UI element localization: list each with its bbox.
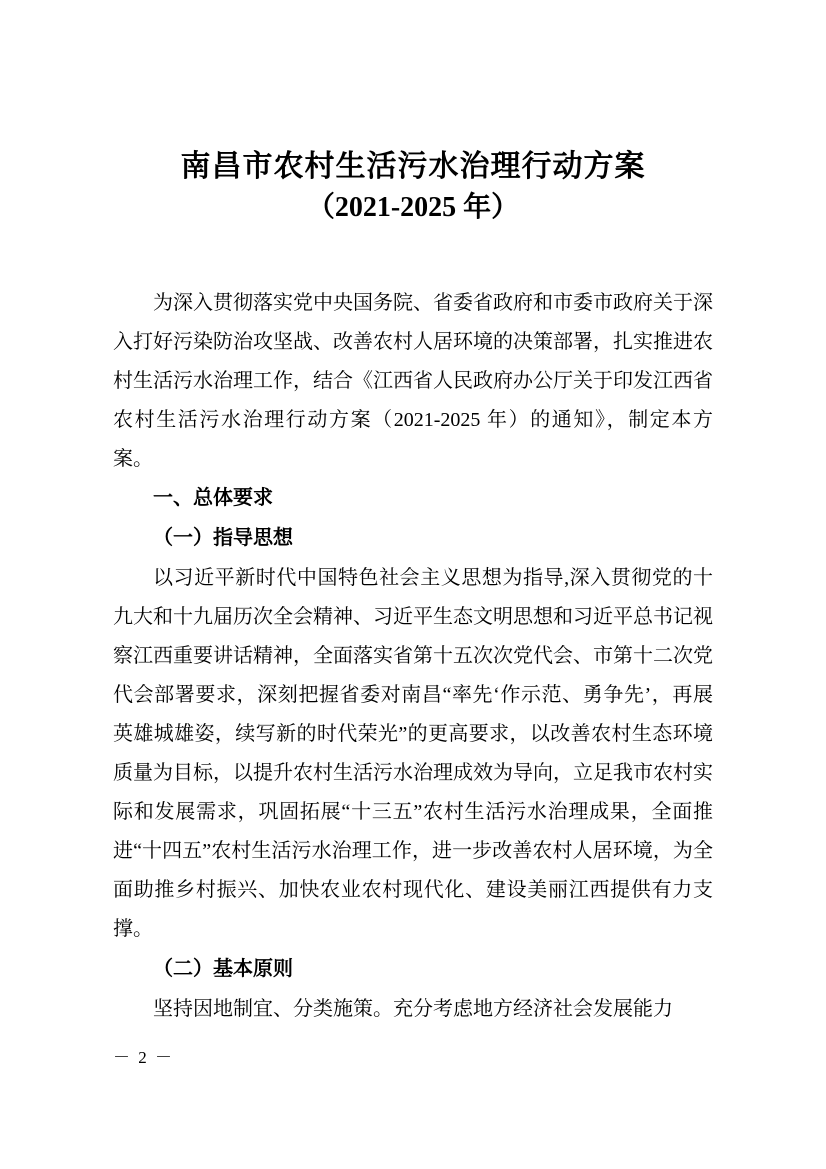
document-title: 南昌市农村生活污水治理行动方案 [180,150,646,183]
section-heading-overall-requirements: 一、总体要求 [153,487,273,509]
subsection-heading-guiding-ideology: （一）指导思想 [153,527,293,549]
guiding-ideology-paragraph: 以习近平新时代中国特色社会主义思想为指导,深入贯彻党的十九大和十九届历次全会精神、习近平生态文明思想和习近平总书记视察江西重要讲话精神，全面落实省第十五次次党代会、市第十二次党代会部署要求，深刻把握省委对南昌“率先‘作示范、勇争先’，再展英雄城雄姿，续写新的时代荣光”的更高要求，以改善农村生态环境质量为目标，以提升农村生活污水治理成效为导向，立足我市农村实际和发展需求，巩固拓展“十三五”农村生活污水治理成果，全面推进“十四五”农村生活污水治理工作，进一步改善农村人居环境，为全面助推乡村振兴、加快农业农村现代化、建设美丽江西提供有力支撑。 [113,567,713,940]
document-content [113,146,713,1029]
subsection-heading-basic-principles: （二）基本原则 [153,958,293,980]
basic-principles-paragraph: 坚持因地制宜、分类施策。充分考虑地方经济社会发展能力 [153,998,673,1020]
document-subtitle: （2021-2025 年） [306,192,520,223]
intro-paragraph: 为深入贯彻落实党中央国务院、省委省政府和市委市政府关于深入打好污染防治攻坚战、改善农村人居环境的决策部署，扎实推进农村生活污水治理工作，结合《江西省人民政府办公厅关于印发江西省农村生活污水治理行动方案（2021-2025 年）的通知》，制定本方案。 [113,292,713,470]
page-number: － 2 － [113,1048,174,1067]
